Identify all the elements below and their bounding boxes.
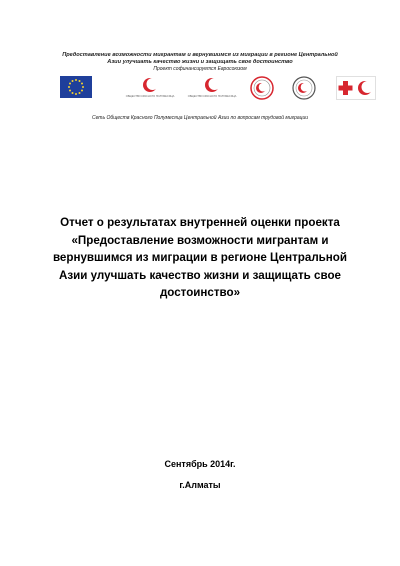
red-crescent-seal-1-icon [250,76,274,100]
title-line-5: достоинство» [159,286,241,299]
title-line-3: вернувшимся из миграции в регионе Центральной [52,251,348,264]
title-line-1: Отчет о результатах внутренней оценки проекта [60,216,340,229]
red-crescent-logo-1 [118,76,182,106]
header-network-line: Сеть Обществ Красного Полумесяца Центральной Азии по вопросам трудовой миграции [91,115,309,121]
red-crescent-logo-2-icon [203,76,221,94]
logo-1-caption: ОБЩЕСТВО КРАСНОГО ПОЛУМЕСЯЦА [125,95,175,98]
report-city: г.Алматы [179,480,221,490]
red-crescent-logo-1-icon [141,76,159,94]
eu-flag-icon [60,76,92,98]
red-crescent-seal-2-icon [292,76,316,100]
title-line-4: Азии улучшать качество жизни и защищать свое [59,268,341,282]
header-project-line-1: Предоставление возможности мигрантам и вернувшимся из миграции в регионе Центральной [62,52,338,58]
header-project-line-2: Азии улучшать качество жизни и защищать свое достоинство [107,59,293,65]
eu-flag-logo [60,76,92,106]
logo-2-caption: ОБЩЕСТВО КРАСНОГО ПОЛУМЕСЯЦА [187,95,237,98]
title-line-2: «Предоставление возможности мигрантам и [71,233,329,247]
header-cofinanced-line: Проект софинансируется Евросоюзом [153,66,247,72]
red-crescent-logo-2 [180,76,244,106]
partner-logos [56,76,378,110]
red-cross-crescent-emblem [336,76,376,106]
red-crescent-seal-2 [292,76,316,106]
red-cross-crescent-emblem-icon [336,76,376,100]
red-crescent-seal-1 [250,76,274,106]
report-title [50,214,350,302]
report-date: Сентябрь 2014г. [164,459,236,469]
